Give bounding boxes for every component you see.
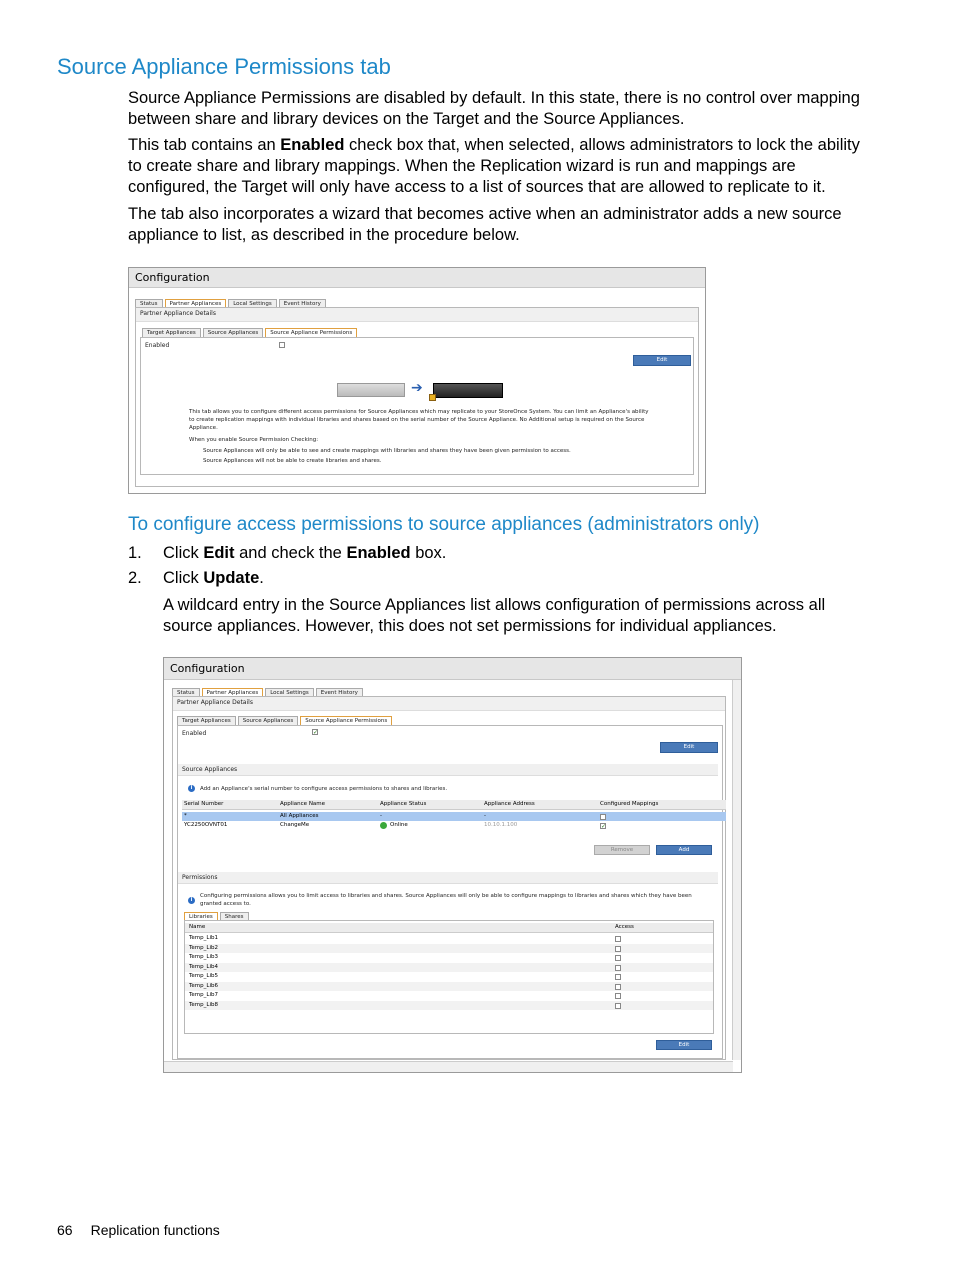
library-name: Temp_Lib1 [189, 935, 218, 941]
panel-title: Partner Appliance Details [173, 697, 725, 711]
cell-address: - [484, 813, 486, 819]
vertical-scrollbar[interactable] [732, 680, 741, 1060]
tab-local-settings[interactable]: Local Settings [228, 299, 277, 308]
page-heading: Source Appliance Permissions tab [57, 54, 391, 79]
table-header [182, 800, 726, 810]
page-footer [57, 1222, 238, 1238]
sub-tabs [177, 716, 392, 725]
tab-shares[interactable]: Shares [220, 912, 249, 921]
screenshot-configuration-1 [128, 267, 706, 494]
add-button[interactable]: Add [656, 845, 712, 855]
enabled-label: Enabled [182, 730, 207, 737]
online-status-icon [380, 822, 387, 829]
access-checkbox[interactable] [615, 974, 621, 980]
tab-event-history[interactable]: Event History [316, 688, 363, 697]
tab-source-appliance-permissions[interactable]: Source Appliance Permissions [265, 328, 357, 337]
paragraph-enabled [128, 135, 878, 198]
tab-target-appliances[interactable]: Target Appliances [142, 328, 201, 337]
library-name: Temp_Lib6 [189, 982, 218, 989]
screenshot-configuration-2 [163, 657, 742, 1073]
arrow-right-icon: ➔ [411, 380, 423, 396]
tab-source-appliance-permissions[interactable]: Source Appliance Permissions [300, 716, 392, 725]
text: This tab contains an [128, 136, 281, 154]
access-checkbox[interactable] [615, 1003, 621, 1009]
wildcard-note: A wildcard entry in the Source Appliances list allows configuration of permissions across all source appliances. However, this does not set permissions for individual appliances. [163, 596, 826, 635]
procedure-heading: To configure access permissions to source appliances (administrators only) [128, 514, 760, 535]
source-appliance-image [337, 383, 405, 397]
library-row[interactable] [185, 944, 713, 953]
partner-panel [135, 307, 699, 487]
access-checkbox[interactable] [615, 984, 621, 990]
edit-button[interactable]: Edit [633, 355, 691, 366]
cell-serial: * [184, 813, 187, 819]
library-row[interactable] [185, 953, 713, 962]
info-icon: i [188, 785, 195, 792]
access-checkbox[interactable] [615, 946, 621, 952]
library-name: Temp_Lib5 [189, 973, 218, 979]
lock-icon [429, 394, 436, 401]
library-row[interactable] [185, 991, 713, 1000]
tab-target-appliances[interactable]: Target Appliances [177, 716, 236, 725]
permissions-section: Permissions [178, 872, 718, 884]
mapping-checkbox[interactable]: ✓ [601, 823, 607, 830]
text: Click [163, 569, 204, 587]
source-appliances-section: Source Appliances [178, 764, 718, 776]
tab-partner-appliances[interactable]: Partner Appliances [202, 688, 264, 697]
text: Click [163, 544, 204, 562]
tab-status[interactable]: Status [172, 688, 200, 697]
library-row[interactable] [185, 934, 713, 943]
section-name: Replication functions [90, 1222, 220, 1238]
cell-name: All Appliances [280, 813, 319, 819]
tab-source-appliances[interactable]: Source Appliances [203, 328, 264, 337]
panel-title: Partner Appliance Details [136, 308, 698, 322]
library-name: Temp_Lib2 [189, 944, 218, 951]
table-header [185, 923, 713, 933]
tab-event-history[interactable]: Event History [279, 299, 326, 308]
library-row[interactable] [185, 982, 713, 991]
access-checkbox[interactable] [615, 965, 621, 971]
text: check box that, when selected, allows administrators to lock the ability to create share and library mappings. When the Replication wizard is run and mappings are configured, the Target will only have access to a list of sources that are allowed to replicate to it. [128, 136, 860, 196]
text: and check the [234, 544, 347, 562]
edit-button-bottom[interactable]: Edit [656, 1040, 712, 1050]
bold-enabled: Enabled [280, 136, 345, 154]
edit-button[interactable]: Edit [660, 742, 718, 753]
window-title: Configuration [164, 658, 741, 680]
enabled-label: Enabled [145, 342, 170, 349]
bold-enabled: Enabled [346, 544, 411, 562]
col-access: Access [615, 924, 634, 930]
access-checkbox[interactable] [615, 936, 621, 942]
library-row[interactable] [185, 963, 713, 972]
table-row[interactable] [182, 812, 726, 821]
tab-status[interactable]: Status [135, 299, 163, 308]
col-serial: Serial Number [184, 801, 224, 807]
tab-local-settings[interactable]: Local Settings [265, 688, 314, 697]
col-status: Appliance Status [380, 801, 427, 807]
col-name: Appliance Name [280, 801, 326, 807]
bold-update: Update [203, 569, 260, 587]
col-mappings: Configured Mappings [600, 801, 659, 807]
info-icon: i [188, 897, 195, 904]
bold-edit: Edit [203, 544, 235, 562]
cell-status: Online [390, 822, 408, 828]
table-row[interactable] [182, 821, 726, 830]
paragraph-wizard: The tab also incorporates a wizard that becomes active when an administrator adds a new source appliance to list, as described in the procedure below. [128, 205, 842, 244]
tab-libraries[interactable]: Libraries [184, 912, 218, 921]
sub-tabs [142, 328, 357, 337]
access-checkbox[interactable] [615, 955, 621, 961]
tab-source-appliances[interactable]: Source Appliances [238, 716, 299, 725]
window-title: Configuration [129, 268, 705, 288]
permissions-info-text: Configuring permissions allows you to limit access to libraries and shares. Source Appliances will only be able to configure mappings to libraries and shares which they have been granted access to. [200, 893, 692, 907]
library-name: Temp_Lib3 [189, 954, 218, 960]
paragraph-intro: Source Appliance Permissions are disabled by default. In this state, there is no control over mapping between share and library devices on the Target and the Source Appliances. [128, 89, 860, 128]
permissions-panel [177, 725, 723, 1059]
source-info-text: Add an Appliance's serial number to configure access permissions to shares and libraries. [200, 786, 448, 792]
text: box. [410, 544, 447, 562]
target-appliance-image [433, 383, 503, 398]
text: . [259, 569, 264, 587]
step-number: 1. [128, 544, 142, 562]
library-name: Temp_Lib8 [189, 1001, 218, 1008]
permissions-panel [140, 337, 694, 475]
horizontal-scrollbar[interactable] [164, 1061, 733, 1072]
bullet-2: Source Appliances will not be able to create libraries and shares. [203, 458, 382, 464]
library-name: Temp_Lib7 [189, 992, 218, 998]
enabled-checkbox[interactable] [279, 342, 285, 348]
description-text: This tab allows you to configure different access permissions for Source Appliances which may replicate to your StoreOnce System. You can limit an Appliance's ability to create replication mappings with individual libraries and shares based on the serial number of the Source Appliance. No Additional setup is required on the Source Appliance. [189, 409, 649, 431]
col-address: Appliance Address [484, 801, 535, 807]
remove-button[interactable]: Remove [594, 845, 650, 855]
cell-name: ChangeMe [280, 822, 310, 828]
tab-partner-appliances[interactable]: Partner Appliances [165, 299, 227, 308]
description-heading: When you enable Source Permission Checking: [189, 437, 319, 443]
col-name: Name [189, 924, 206, 930]
enabled-checkbox[interactable]: ✓ [313, 729, 319, 736]
library-row[interactable] [185, 972, 713, 981]
cell-status: - [380, 813, 382, 819]
libraries-table [184, 920, 714, 1034]
library-row[interactable] [185, 1001, 713, 1010]
step-number: 2. [128, 569, 142, 587]
partner-panel [172, 696, 726, 1060]
bullet-1: Source Appliances will only be able to see and create mappings with libraries and shares they have been given permission to access. [203, 448, 571, 454]
cell-address: 10.10.1.100 [484, 822, 518, 828]
page-number: 66 [57, 1222, 73, 1238]
access-checkbox[interactable] [615, 993, 621, 999]
mapping-checkbox[interactable] [600, 814, 606, 820]
library-name: Temp_Lib4 [189, 963, 218, 970]
source-appliances-table [182, 800, 726, 844]
cell-serial: YC2250OVNT01 [184, 822, 228, 828]
